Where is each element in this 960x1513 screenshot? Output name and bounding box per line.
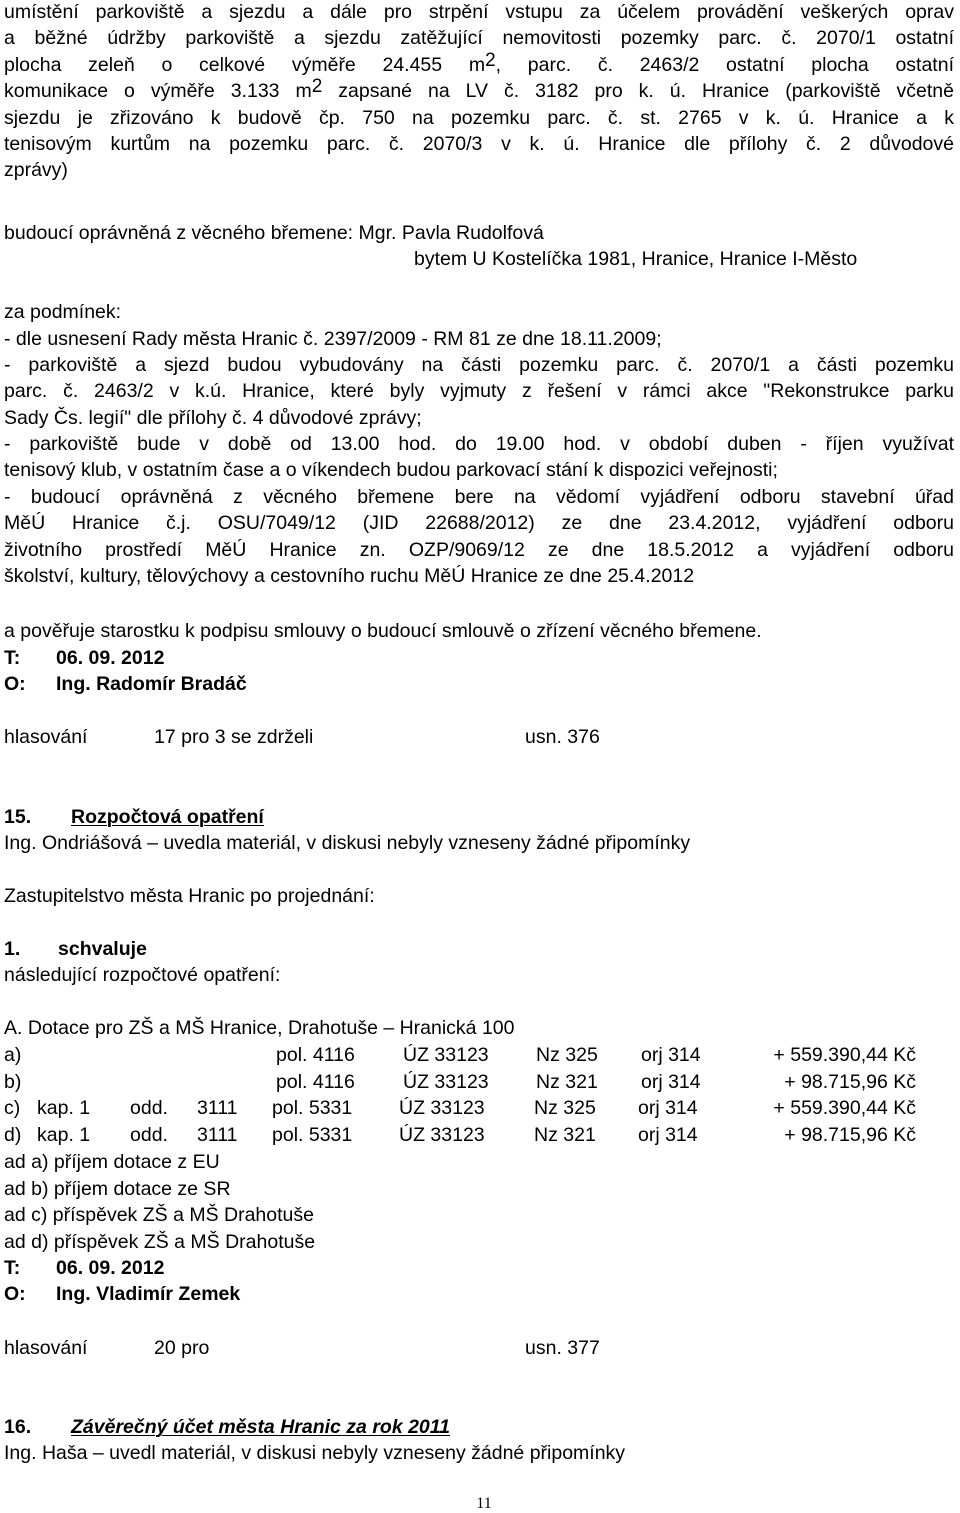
text-line: - parkoviště bude v době od 13.00 hod. do 19.00 hod. v období duben - říjen využívat	[4, 433, 954, 455]
budget-orj: orj 314	[641, 1070, 701, 1093]
deadline-1: T: 06. 09. 2012	[4, 647, 165, 669]
budget-amount: + 559.390,44 Kč	[773, 1097, 916, 1120]
budget-odd: odd.	[130, 1124, 168, 1147]
section-15-report: Ing. Ondriášová – uvedla materiál, v diskusi nebyly vzneseny žádné připomínky	[4, 832, 691, 854]
budget-row	[4, 1042, 934, 1068]
budget-orj: orj 314	[641, 1044, 701, 1066]
subsidy-title: A. Dotace pro ZŠ a MŠ Hranice, Drahotuše – Hranická 100	[4, 1017, 515, 1039]
budget-amount: + 98.715,96 Kč	[784, 1124, 916, 1147]
section-16-heading: 16. Závěrečný účet města Hranic za rok 2011	[4, 1416, 451, 1438]
budget-pol: pol. 5331	[272, 1124, 353, 1147]
budget-note: ad d) příspěvek ZŠ a MŠ Drahotuše	[4, 1230, 316, 1253]
text-line: Sady Čs. legií" dle přílohy č. 4 důvodové zprávy;	[4, 406, 422, 429]
text-line: a běžné údržby parkoviště a sjezdu zatěžující nemovitosti pozemky parc. č. 2070/1 ostatní	[4, 27, 954, 50]
budget-odd: odd.	[130, 1097, 168, 1120]
text-line: životního prostředí MěÚ Hranice zn. OZP/9069/12 ze dne 18.5.2012 a vyjádření odboru	[4, 538, 954, 561]
budget-orj: orj 314	[638, 1124, 698, 1147]
budget-row	[4, 1095, 934, 1121]
budget-uz: ÚZ 33123	[403, 1070, 489, 1093]
council-line: Zastupitelstvo města Hranic po projednání:	[4, 885, 375, 907]
section-15-heading: 15. Rozpočtová opatření	[4, 806, 264, 828]
text-line: zprávy)	[4, 159, 68, 182]
text-line: komunikace o výměře 3.133 $m^2$ zapsané na LV č. 3182 pro k. ú. Hranice (parkoviště včetně	[4, 76, 954, 103]
text-line: tenisový klub, v ostatním čase a o víkendech budou parkovací stání k dispozici veřejnosti;	[4, 459, 778, 482]
budget-odd-number: 3111	[197, 1097, 238, 1120]
beneficiary-address: bytem U Kostelíčka 1981, Hranice, Hranice I-Město	[414, 248, 858, 270]
budget-kap: kap. 1	[37, 1124, 91, 1147]
section-16-report: Ing. Haša – uvedl materiál, v diskusi nebyly vzneseny žádné připomínky	[4, 1442, 626, 1464]
text-line: parc. č. 2463/2 v k.ú. Hranice, které byly vyjmuty z řešení v rámci akce "Rekonstrukce parku	[4, 380, 954, 403]
section-15-title: Rozpočtová opatření	[71, 806, 264, 828]
text-line: - parkoviště a sjezd budou vybudovány na části pozemku parc. č. 2070/1 a části pozemku	[4, 354, 954, 376]
measure-intro: následující rozpočtové opatření:	[4, 964, 281, 986]
budget-uz: ÚZ 33123	[403, 1044, 489, 1066]
text-line: - budoucí oprávněná z věcného břemene bere na vědomí vyjádření odboru stavební úřad	[4, 486, 954, 508]
budget-note: ad a) příjem dotace z EU	[4, 1151, 220, 1173]
budget-item-label: a)	[4, 1044, 22, 1066]
owner-1: O: Ing. Radomír Bradáč	[4, 673, 247, 695]
budget-pol: pol. 5331	[272, 1097, 353, 1120]
budget-nz: Nz 325	[534, 1097, 596, 1120]
budget-nz: Nz 321	[534, 1124, 596, 1147]
text-line: umístění parkoviště a sjezdu a dále pro strpění vstupu za účelem provádění veškerých oprav	[4, 1, 954, 23]
vote-2: hlasování 20 pro usn. 377	[4, 1337, 600, 1359]
condition-4	[4, 484, 954, 590]
budget-kap: kap. 1	[37, 1097, 91, 1120]
superscript: 2	[311, 76, 323, 98]
conditions-heading: za podmínek:	[4, 301, 122, 323]
budget-note: ad b) příjem dotace ze SR	[4, 1177, 231, 1200]
deadline-2: T: 06. 09. 2012	[4, 1257, 165, 1279]
budget-amount: + 559.390,44 Kč	[773, 1044, 916, 1066]
budget-pol: pol. 4116	[276, 1044, 355, 1066]
easement-paragraph	[4, 0, 954, 184]
budget-pol: pol. 4116	[276, 1070, 355, 1093]
condition-1: - dle usnesení Rady města Hranic č. 2397/2009 - RM 81 ze dne 18.11.2009;	[4, 328, 662, 350]
owner-2: O: Ing. Vladimír Zemek	[4, 1283, 241, 1305]
authorization-line: a pověřuje starostku k podpisu smlouvy o budoucí smlouvě o zřízení věcného břemene.	[4, 620, 762, 642]
beneficiary-line: budoucí oprávněná z věcného břemene: Mgr. Pavla Rudolfová	[4, 222, 544, 244]
budget-note: ad c) příspěvek ZŠ a MŠ Drahotuše	[4, 1204, 314, 1226]
document-page	[4, 0, 956, 1513]
condition-3	[4, 431, 954, 484]
budget-amount: + 98.715,96 Kč	[784, 1070, 916, 1093]
condition-2	[4, 352, 954, 431]
text-line: MěÚ Hranice č.j. OSU/7049/12 (JID 22688/2012) ze dne 23.4.2012, vyjádření odboru	[4, 512, 954, 535]
budget-uz: ÚZ 33123	[399, 1097, 485, 1120]
text-line: plocha zeleň o celkové výměře 24.455 $m^2$, parc. č. 2463/2 ostatní plocha ostatní	[4, 49, 954, 76]
budget-uz: ÚZ 33123	[399, 1124, 485, 1147]
vote-1: hlasování 17 pro 3 se zdrželi usn. 376	[4, 726, 600, 748]
section-16-title: Závěrečný účet města Hranic za rok 2011	[71, 1416, 451, 1438]
budget-nz: Nz 325	[536, 1044, 598, 1066]
budget-item-label: d)	[4, 1124, 22, 1147]
budget-odd-number: 3111	[197, 1124, 238, 1147]
text-line: školství, kultury, tělovýchovy a cestovního ruchu MěÚ Hranice ze dne 25.4.2012	[4, 565, 695, 588]
budget-item-label: b)	[4, 1070, 22, 1093]
text-line: sjezdu je zřizováno k budově čp. 750 na pozemku parc. č. st. 2765 v k. ú. Hranice a k	[4, 106, 954, 129]
page-number: 11	[476, 1495, 492, 1512]
text-line: tenisovým kurtům na pozemku parc. č. 2070/3 v k. ú. Hranice dle přílohy č. 2 důvodové	[4, 133, 954, 156]
budget-row	[4, 1069, 934, 1095]
budget-nz: Nz 321	[536, 1070, 598, 1093]
budget-orj: orj 314	[638, 1097, 698, 1120]
budget-item-label: c)	[4, 1097, 21, 1120]
approve-line: 1. schvaluje	[4, 938, 147, 960]
budget-row	[4, 1122, 934, 1148]
superscript: 2	[485, 49, 496, 71]
